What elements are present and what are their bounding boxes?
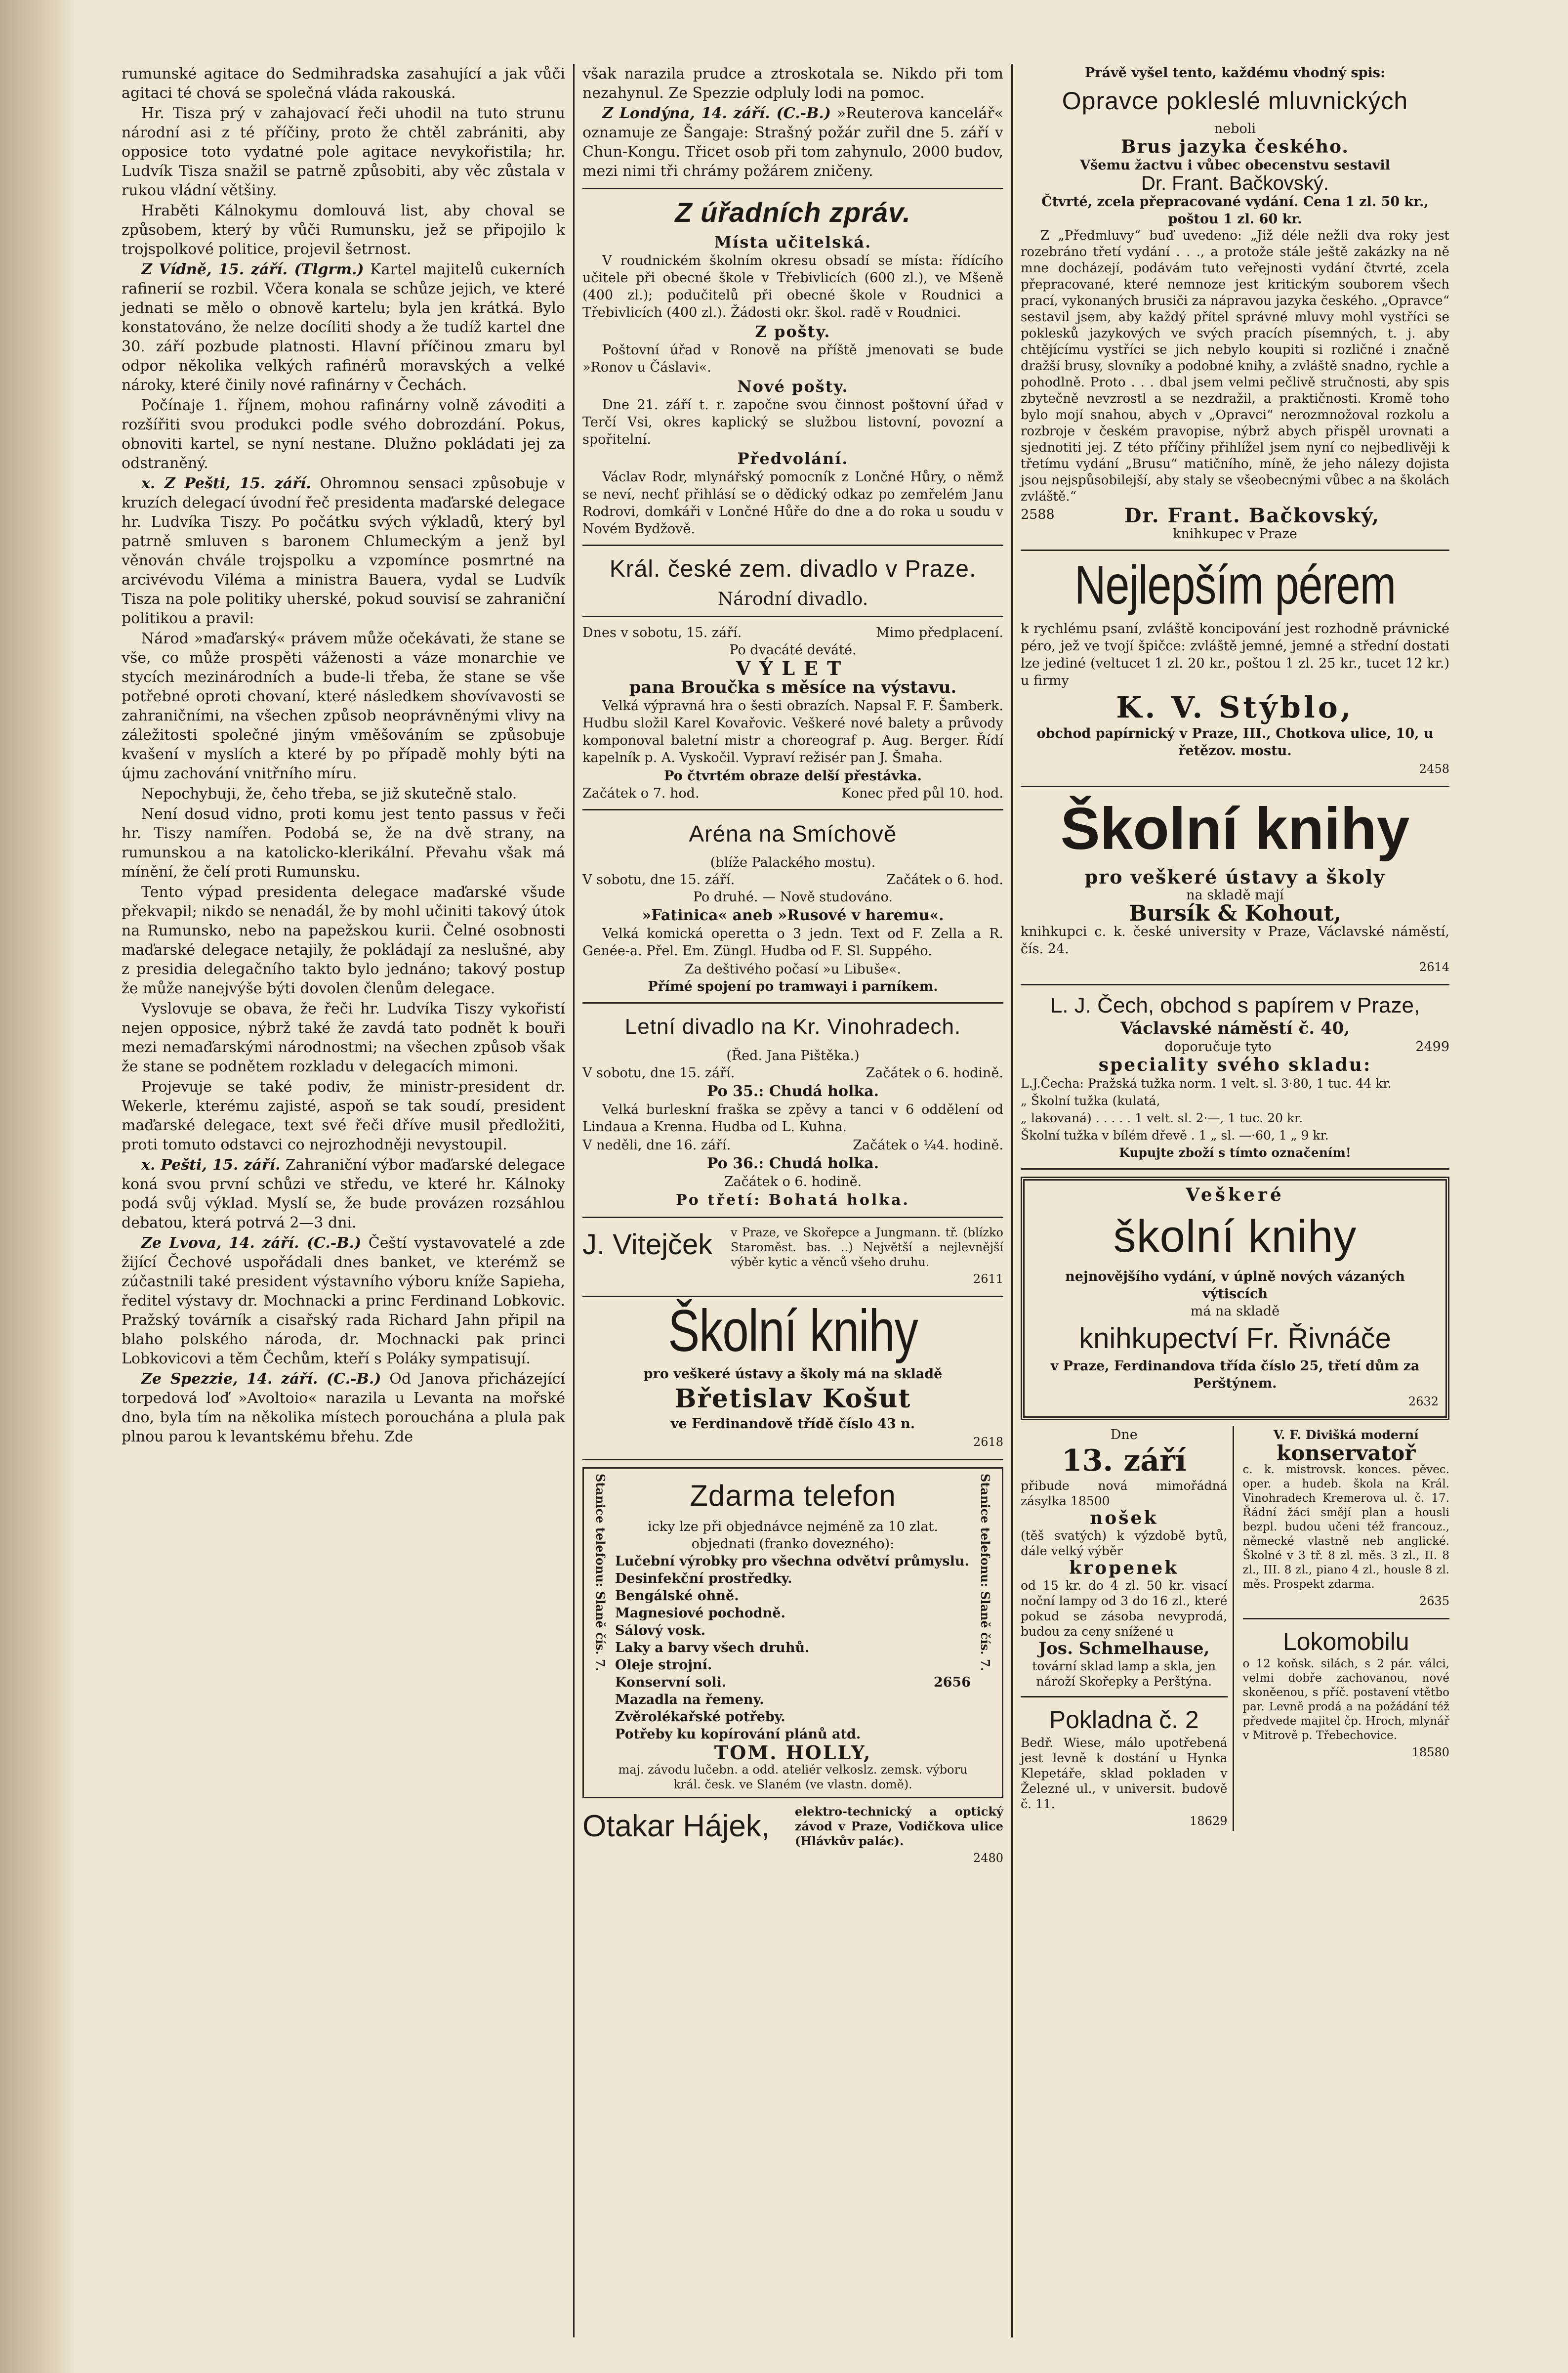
ad-side-label: Stanice telefonu: Slaně čís. 7. bbox=[978, 1474, 992, 1672]
summer-date-row bbox=[582, 1137, 1003, 1154]
arena-tram-note: Přímé spojení po tramwayi i parníkem. bbox=[648, 979, 938, 994]
arena-subtitle: (blíže Palackého mostu). bbox=[710, 855, 876, 870]
divider bbox=[1021, 786, 1449, 787]
ad-item: Lučební výrobky pro všechna odvětví průmyslu. bbox=[615, 1554, 969, 1569]
article-paragraph: Projevuje se také podiv, že ministr-president dr. Wekerle, kterému zajisté, aspoň se tak soudí, president maďarské delegace, text své řeči dříve musil předložiti, proti tomuto odstavci co nejrozhodněji nevystoupil. bbox=[122, 1078, 565, 1153]
article-text: Zahraniční výbor maďarské delegace koná svou první schůzi ve středu, ve které hr. Kálnoky podá svůj výklad. Myslí se, že bude provázen rozsáhlou debatou, která potrvá 2—3 dni. bbox=[122, 1156, 565, 1231]
ad-firm: Bursík & Kohout, bbox=[1128, 901, 1342, 926]
ad-title: Pokladna č. 2 bbox=[1049, 1706, 1199, 1734]
ad-text: (těš svatých) k výzdobě bytů, dále velký výběr bbox=[1021, 1528, 1228, 1558]
divider bbox=[582, 1217, 1003, 1218]
ad-number: 2588 bbox=[1021, 507, 1055, 522]
ad-number: 2614 bbox=[1419, 960, 1449, 974]
ad-title: konservatoř bbox=[1277, 1441, 1416, 1465]
ad-price: Čtvrté, zcela přepracované vydání. Cena 1 zl. 50 kr., poštou 1 zl. 60 kr. bbox=[1041, 194, 1429, 227]
column-ads-right bbox=[1013, 64, 1457, 2337]
article-paragraph: Hr. Tisza prý v zahajovací řeči uhodil na tuto strunu národní asi z té příčiny, proto že chtěl zabrániti, aby opposice toto vydatné pole agitace nevykořistila; hr. Ludvík Tisza snažil se patrně způsobiti, aby věc zůstala v rukou vládní většiny. bbox=[122, 105, 565, 199]
article-paragraph bbox=[122, 1233, 565, 1368]
article-paragraph: Národ »maďarský« právem může očekávati, že stane se vše, co může prospěti váženosti a váze monarchie ve stycích mezinárodních a bude-li třeba, že stane se vše potřebné oproti chovaní, které následkem shovívavosti se zahraničními, na všechen způsob neoprávněnými vlivy na záležitosti společné jiným vměšováním se způsobuje kvašení v myslích a které by po případě mohly býti na újmu zachování vnitřního míru. bbox=[122, 630, 565, 782]
summer-date: V neděli, dne 16. září. bbox=[582, 1138, 731, 1153]
ad-rivnac bbox=[1021, 1177, 1449, 1420]
theatre-date-row bbox=[582, 624, 1003, 641]
ad-pre: Veškeré bbox=[1186, 1185, 1284, 1205]
ad-rec-row bbox=[1021, 1038, 1449, 1056]
notice-text: Dne 21. září t. r. započne svou činnost poštovní úřad v Terčí Vsi, okres kaplický se službou listovní, povozní a spořitelní. bbox=[582, 397, 1003, 447]
divider bbox=[582, 1459, 1003, 1460]
ad-text: nejnovějšího vydání, v úplně nových vázaných výtiscích bbox=[1065, 1269, 1405, 1302]
ad-number: 2611 bbox=[973, 1272, 1003, 1286]
theatre-description: Velká výpravná hra o šesti obrazích. Napsal F. F. Šamberk. Hudbu složil Karel Kovařovic. Veškeré nové balety a průvody komponoval baletní mistr a choreograf p. Aug. Berger. Řídí kapelník p. A. Vyskočil. Vypraví režisér pan J. Šmaha. bbox=[582, 698, 1003, 765]
theatre-performance: Po dvacáté deváté. bbox=[729, 642, 857, 658]
theatre-date: Dnes v sobotu, 15. září. bbox=[582, 625, 742, 640]
divider bbox=[1021, 1168, 1449, 1170]
ad-item: Potřeby ku kopírování plánů atd. bbox=[615, 1727, 861, 1742]
ad-hajek bbox=[582, 1804, 1003, 1868]
ad-firm: Dr. Frant. Bačkovský, bbox=[1124, 504, 1380, 527]
divider bbox=[1021, 984, 1449, 985]
summer-start: Začátek o 6. hodině. bbox=[866, 1065, 1003, 1081]
ad-text: v Praze, ve Skořepce a Jungmann. tř. (blízko Staroměst. bas. ..) Největší a nejlevnější výběr kytic a věnců všeho druhu. bbox=[731, 1226, 1003, 1269]
ad-line: pro veškeré ústavy a školy má na skladě bbox=[643, 1366, 943, 1382]
ad-text: c. k. mistrovsk. konces. pěvec. oper. a hudeb. škola na Král. Vinohradech Kremerova ul. č. 17. Řádní žáci smějí plan a housli bezpl. budou učeni též francouz., německé vlastně neb anglické. Školné v 3 tř. 8 zl. měs. 3 zl., II. 8 zl., III. 8 zl., piano 4 zl., housle 8 zl. měs. Prospekt zdarma. bbox=[1242, 1463, 1449, 1591]
article-paragraph: však narazila prudce a ztroskotala se. Nikdo při tom nezahynul. Ze Spezzie odpluly lodi na pomoc. bbox=[582, 65, 1003, 102]
ad-address: knihkupci c. k. české university v Praze, Václavské náměstí, čís. 24. bbox=[1021, 924, 1449, 957]
ad-subtitle-2: Všemu žactvu i vůbec obecenstvu sestavil bbox=[1080, 158, 1390, 173]
summer-theatre-title: Letní divadlo na Kr. Vinohradech. bbox=[624, 1015, 961, 1039]
ad-number: 2499 bbox=[1415, 1039, 1449, 1055]
ad-number: 2618 bbox=[973, 1435, 1003, 1449]
ad-line: má na skladě bbox=[1190, 1304, 1280, 1319]
subsection-heading: Nové pošty. bbox=[737, 377, 849, 396]
article-paragraph: Tento výpad presidenta delegace maďarské všude překvapil; nikdo se nenadál, že by mohl učiniti takový útok na Rumunsko, nebo na papežskou kurii. Čelné osobnosti maďarské delegace netajily, že pokládají za neslušné, aby z presidia delegačního takto bylo jednáno; takový postup že může nanejvýše býti dovolen členům delegace. bbox=[122, 884, 565, 997]
ad-bottom-split bbox=[1021, 1426, 1449, 1831]
ad-item: Oleje strojní. bbox=[615, 1657, 712, 1673]
ad-body bbox=[731, 1225, 1003, 1289]
theatre-times bbox=[582, 785, 1003, 802]
column-news-middle bbox=[573, 64, 1013, 2337]
ad-address: ve Ferdinandově třídě číslo 43 n. bbox=[670, 1416, 915, 1432]
ad-bottom-right bbox=[1243, 1426, 1450, 1831]
ad-number: 18580 bbox=[1411, 1745, 1449, 1759]
ad-firm: TOM. HOLLY, bbox=[714, 1741, 872, 1764]
ad-firm: K. V. Stýblo, bbox=[1116, 690, 1354, 725]
page-binding-shadow bbox=[0, 0, 74, 2373]
ad-address: v Praze, Ferdinandova třída číslo 25, třetí dům za Perštýnem. bbox=[1050, 1358, 1420, 1391]
ad-item: kropenek bbox=[1069, 1558, 1179, 1578]
article-text: Kartel majitelů cukerních rafinerií se rozbil. Včera konala se schůze jejich, ve které jednati se mělo o obnově kartelu; byla jen krátká. Bylo konstatováno, že nelze docíliti shody a že tudíž kartel dne 30. září pozbude platnosti. Hlavní příčinou zmaru byl odpor několika velkých rafinérů moravských a velké nároky, které činily nové rafinárny v Čechách. bbox=[122, 261, 565, 394]
dateline: Z Londýna, 14. září. (C.-B.) bbox=[602, 105, 831, 122]
ad-line: „ lakovaná) . . . . . 1 velt. sl. 2·—, 1 tuc. 20 kr. bbox=[1021, 1111, 1303, 1125]
ad-item: Konservní soli. bbox=[615, 1675, 727, 1690]
ad-pre: Dne bbox=[1110, 1427, 1138, 1442]
summer-date: V sobotu, dne 15. září. bbox=[582, 1065, 735, 1081]
article-paragraph bbox=[582, 104, 1003, 181]
arena-performance: Po druhé. — Nově studováno. bbox=[693, 890, 893, 905]
notice-text: Poštovní úřad v Ronově na příště jmenovati se bude »Ronov u Čáslavi«. bbox=[582, 342, 1003, 375]
ad-line: L.J.Čecha: Pražská tužka norm. 1 velt. sl. 3·80, 1 tuc. 44 kr. bbox=[1021, 1076, 1392, 1091]
ad-telefon-body bbox=[615, 1474, 971, 1792]
summer-performance: Po třetí: Bohatá holka. bbox=[676, 1191, 910, 1209]
theatre-subtitle: Národní divadlo. bbox=[717, 589, 868, 609]
ad-author: Dr. Frant. Bačkovský. bbox=[1141, 172, 1329, 194]
article-paragraph bbox=[122, 1155, 565, 1232]
ad-title: L. J. Čech, obchod s papírem v Praze, bbox=[1050, 993, 1420, 1017]
divider bbox=[582, 545, 1003, 546]
article-text: »Reuterova kancelář« oznamuje ze Šangaje: Strašný požár zuřil dne 5. září v Chun-Kongu. Třicet osob při tom zahynulo, 2000 budov, mezi nimi tři chrámy požárem zničeny. bbox=[582, 105, 1003, 180]
ad-pre: V. F. Divišká moderní bbox=[1273, 1428, 1419, 1442]
ad-title: Zdarma telefon bbox=[690, 1479, 896, 1512]
summer-performance: Po 35.: Chudá holka. bbox=[706, 1083, 879, 1100]
ad-title: Školní knihy bbox=[668, 1298, 918, 1364]
ad-text: k rychlému psaní, zvláště koncipování jest rozhodně právnické péro, jež ve tvojí špičce: zvláště jemné, jemné a střední dostati lze jediné (veltucet 1 zl. 20 kr., poštou 1 zl. 25 kr., tucet 12 kr.) u firmy bbox=[1021, 621, 1449, 688]
subsection-heading: Předvolání. bbox=[737, 449, 849, 468]
article-paragraph bbox=[122, 260, 565, 395]
ad-line: Školní tužka v bílém dřevě . 1 „ sl. —·60, 1 „ 9 kr. bbox=[1021, 1128, 1329, 1143]
ad-body bbox=[795, 1804, 1003, 1868]
ad-text: od 15 kr. do 4 zl. 50 kr. visací noční lampy od 3 do 16 zl., které pokud se zásoba nevyprodá, budou za ceny snížené u bbox=[1021, 1578, 1228, 1639]
ad-telefon-inner bbox=[591, 1474, 995, 1792]
ad-intro: Právě vyšel tento, každému vhodný spis: bbox=[1085, 65, 1385, 81]
summer-performance: Po 36.: Chudá holka. bbox=[706, 1155, 879, 1172]
ad-firm: Jos. Schmelhause, bbox=[1038, 1639, 1210, 1658]
ad-item: Zvěrolékařské potřeby. bbox=[615, 1709, 785, 1725]
summer-start: Začátek o ¼4. hodině. bbox=[853, 1138, 1003, 1153]
dateline: x. Z Pešti, 15. září. bbox=[141, 475, 311, 492]
ad-subtitle: Brus jazyka českého. bbox=[1121, 136, 1349, 157]
ad-recommend: doporučuje tyto bbox=[1164, 1039, 1272, 1055]
summer-date-row bbox=[582, 1064, 1003, 1082]
ad-number: 2480 bbox=[973, 1851, 1003, 1865]
article-paragraph: Nepochybuji, že, čeho třeba, se již skutečně stalo. bbox=[141, 785, 517, 803]
ad-text: elektro-technický a optický závod v Praze, Vodičkova ulice (Hlávkův palác). bbox=[795, 1804, 1003, 1848]
ad-bottom-left bbox=[1021, 1426, 1234, 1831]
article-paragraph bbox=[122, 474, 565, 628]
columns bbox=[114, 64, 1509, 2337]
theatre-extra: Mimo předplacení. bbox=[876, 625, 1003, 640]
theatre-play: VÝLET bbox=[736, 657, 850, 679]
ad-number: 2632 bbox=[1408, 1395, 1439, 1408]
ad-name: J. Vitejček bbox=[582, 1229, 713, 1261]
ad-title: školní knihy bbox=[1113, 1211, 1357, 1262]
arena-date-row bbox=[582, 871, 1003, 889]
summer-start: Začátek o 6. hodině. bbox=[724, 1174, 862, 1189]
divider bbox=[582, 616, 1003, 617]
ad-title: Lokomobilu bbox=[1282, 1628, 1409, 1655]
notice-text: V roudnickém školním okresu obsadí se místa: řídícího učitele při obecné škole v Třebivlicích (600 zl.), ve Mšeně (400 zl.); podučitelů při obecné škole v Roudnici a Třebivlicích (400 zl.). Žádosti okr. škol. radě v Roudnici. bbox=[582, 253, 1003, 320]
ad-firm: Břetislav Košut bbox=[674, 1384, 911, 1414]
ad-vitejcek bbox=[582, 1225, 1003, 1289]
theatre-note: Po čtvrtém obraze delší přestávka. bbox=[664, 768, 922, 784]
ad-neboli: neboli bbox=[1214, 121, 1256, 136]
section-heading: Z úřadních zpráv. bbox=[675, 197, 911, 228]
divider bbox=[582, 188, 1003, 189]
divider bbox=[1021, 1696, 1228, 1697]
ad-address: Václavské náměstí č. 40, bbox=[1120, 1018, 1350, 1038]
theatre-title: Král. české zem. divadlo v Praze. bbox=[609, 556, 977, 582]
ad-firm-text: tovární sklad lamp a skla, jen nároží Skořepky a Perštýna. bbox=[1032, 1659, 1216, 1689]
subsection-heading: Místa učitelská. bbox=[714, 233, 872, 252]
ad-telefon bbox=[582, 1467, 1003, 1798]
ad-item: nošek bbox=[1090, 1508, 1158, 1528]
ad-line: Kupujte zboží s tímto označením! bbox=[1119, 1145, 1351, 1160]
dateline: x. Pešti, 15. září. bbox=[141, 1156, 281, 1174]
article-paragraph: rumunské agitace do Sedmihradska zasahující a jak vůči agitaci té chová se společná vláda rakouská. bbox=[122, 65, 565, 102]
article-text: Od Janova přicházející torpedová loď »Avoltoio« narazila u Levanta na mořské dno, byla tím na několika místech porouchána a plula pak plnou parou k levantskému břehu. Zde bbox=[122, 1370, 565, 1445]
divider bbox=[582, 809, 1003, 810]
divider bbox=[1243, 1618, 1450, 1619]
dateline: Z Vídně, 15. září. (Tlgrm.) bbox=[141, 261, 364, 278]
ad-text: přibude nová mimořádná zásylka 18500 bbox=[1021, 1479, 1228, 1508]
ad-item: Bengálské ohně. bbox=[615, 1588, 739, 1604]
arena-date: V sobotu, dne 15. září. bbox=[582, 872, 735, 888]
summer-theatre-director: (Řed. Jana Pištěka.) bbox=[726, 1048, 860, 1063]
ad-item-row bbox=[615, 1674, 971, 1691]
arena-start: Začátek o 6. hod. bbox=[886, 872, 1003, 888]
ad-title: Nejlepším pérem bbox=[1074, 554, 1396, 616]
article-paragraph: Počínaje 1. říjnem, mohou rafinárny volně závoditi a rozšířiti svou produkci podle svého dobrozdání. Pokus, obnoviti kartel, se nyní nestane. Dlužno pokládati jej za odstraněný. bbox=[122, 397, 565, 472]
ad-number: 2656 bbox=[933, 1675, 971, 1690]
end-time: Konec před půl 10. hod. bbox=[841, 786, 1003, 801]
ad-side-label: Stanice telefonu: Slaně čís. 7. bbox=[593, 1474, 608, 1672]
ad-number: 18629 bbox=[1190, 1814, 1228, 1828]
ad-item: Sálový vosk. bbox=[615, 1623, 706, 1638]
ad-address: obchod papírnický v Praze, III., Chotkova ulice, 10, u řetězov. mostu. bbox=[1036, 726, 1434, 759]
ad-number: 2458 bbox=[1419, 762, 1449, 776]
article-text: Ohromnou sensaci způsobuje v kruzích delegací úvodní řeč presidenta maďarské delegace hr. Ludvíka Tiszy. Po počátku svých výkladů, který byl patrně smluven s baronem Chlumeckým a jenž byl věnován chvále trojspolku a vzpomínce posmrtné na arcivévodu Viléma a ministra Bauera, vydal se Ludvík Tisza na pole politiky uherské, pokud souvisí se zahraniční politikou a pravil: bbox=[122, 475, 565, 627]
dateline: Ze Spezzie, 14. září. (C.-B.) bbox=[141, 1370, 381, 1388]
notice-text: Václav Rodr, mlynářský pomocník z Lončné Hůry, o němž se neví, nechť přihlásí se o dědický odkaz po zemřelém Janu Rodrovi, domkáři v Lončné Hůře do dne a do roka u soudu v Novém Bydžově. bbox=[582, 469, 1003, 537]
article-paragraph: Hraběti Kálnokymu domlouvá list, aby choval se způsobem, který by vůči Rumunsku, jež se připojilo k trojspolkové politice, projevil šetrnost. bbox=[122, 202, 565, 258]
ad-firm-text: maj. závodu lučebn. a odd. ateliér velkoslz. zemsk. výboru král. česk. ve Slaném (ve vlastn. domě). bbox=[618, 1763, 968, 1791]
ad-item: Laky a barvy všech druhů. bbox=[615, 1640, 810, 1655]
ad-intro: icky lze při objednávce nejméně za 10 zlat. objednati (franko dovezného): bbox=[648, 1519, 938, 1552]
ad-line: „ Školní tužka (kulatá, bbox=[1021, 1094, 1160, 1108]
ad-item: Magnesiové pochodně. bbox=[615, 1606, 785, 1621]
column-news-left bbox=[114, 64, 573, 2337]
article-paragraph: Není dosud vidno, proti komu jest tento passus v řeči hr. Tiszy namířen. Podobá se, že na dvě strany, na rumunskou a na katolicko-klerikální. Převahu však má mínění, že čelí proti Rumunsku. bbox=[122, 805, 565, 881]
ad-text: Z „Předmluvy“ buď uvedeno: „Již déle nežli dva roky jest rozebráno třetí vydání . . ., a protože stále ještě zakázky na ně mne docházejí, podávám tuto veřejnosti vydání čtvrté, zcela přepracované, které nemnoze jest kritickým souborem všech prací, vykonaných brusiči za nápravou jazyka českého. „Opravce“ sestavil jsem, aby každý přítel správné mluvy mohl vystříci se poklesků jazykových ve svých pracích písemných, t. j. aby chtějícímu vystříci se jich nebylo koupiti si rozličné i značně dražší brusy, slovníky a podobné knihy, a zvláště snadno, rychle a pohodlně. Proto . . . dbal jsem velmi pečlivě stručnosti, aby spis zbytečně nevzrostl a se nezdražil, a praktičnosti. Kromě toho bylo mojí snahou, abych v „Opravci“ nerozmnožoval rozkolu a rozbroje v českém pravopise, nýbrž abych přispěl urovnati a sjednotiti jej. Z této příčiny přihlížel jsem nyní co nejbedlivěji k třetímu vydání „Brusu“ matičního, míně, že jeho nálezy dojista jsou nejspůsobilejší, aby staly se všeobecnými vůbec a na školách zvláště.“ bbox=[1021, 228, 1449, 504]
ad-name: Otakar Hájek, bbox=[582, 1809, 770, 1843]
summer-description: Velká burleskní fraška se zpěvy a tanci v 6 oddělení od Lindaua a Krenna. Hudba od L. Kuhna. bbox=[582, 1102, 1003, 1135]
arena-play: »Fatinica« aneb »Rusové v haremu«. bbox=[642, 907, 944, 924]
ad-item: Desinfekční prostředky. bbox=[615, 1571, 792, 1586]
ad-line-2: na skladě mají bbox=[1186, 888, 1284, 903]
ad-firm-sub: knihkupec v Praze bbox=[1173, 526, 1297, 542]
theatre-play-sub: pana Broučka s měsíce na výstavu. bbox=[629, 678, 957, 697]
article-paragraph bbox=[122, 1369, 565, 1446]
article-text: Čeští vystavovatelé a zde žijící Čechové uspořádali dnes banket, ve kterémž se zúčastnili také president výstavního výboru kníže Sapieha, ředitel výstavy dr. Mochnacki a princ Ferdinand Lobkovic. Pražský továrník a cisařský rada Richard Jahn připil na blaho polského národa, dr. Mochnacki pak princi Lobkovicovi a těm Čechům, kteří s Poláky sympatisují. bbox=[122, 1234, 565, 1367]
article-paragraph: Vyslovuje se obava, že řeči hr. Ludvíka Tiszy vykořistí nejen opposice, nýbrž také že zavdá tato podnět k bouři mezi nemaďarskými národnostmi; na všechen způsob však že stane se podnětem rozkladu v delegacích mimoni. bbox=[122, 1000, 565, 1075]
ad-specialty: specialitу svého skladu: bbox=[1098, 1055, 1372, 1075]
subsection-heading: Z pošty. bbox=[755, 322, 831, 341]
ad-title: Školní knihy bbox=[1060, 796, 1410, 862]
ad-title: 13. září bbox=[1061, 1443, 1187, 1478]
ad-text: Bedř. Wiese, málo upotřebená jest levně k dostání u Hynka Klepetáře, sklad pokladen v Železné ul., v universit. budově č. 11. bbox=[1021, 1736, 1228, 1811]
divider bbox=[582, 1002, 1003, 1004]
ad-text: o 12 koňsk. silách, s 2 pár. válci, velmi dobře zachovanou, nové skoněenou, s příč. postavení vtětbo par. Levně prodá a na požádání též předvede majitel čp. Hroch, mlynář v Mitrově p. Třebechovice. bbox=[1242, 1657, 1449, 1742]
start-time: Začátek o 7. hod. bbox=[582, 786, 700, 801]
ad-line: pro veškeré ústavy a školy bbox=[1084, 866, 1386, 888]
ad-title: Opravce pokleslé mluvnických bbox=[1062, 87, 1408, 115]
ad-firm-row bbox=[1021, 506, 1449, 525]
ad-item: Mazadla na řemeny. bbox=[615, 1692, 764, 1707]
arena-title: Aréna na Smíchově bbox=[689, 821, 897, 847]
arena-rain-note: Za deštivého počasí »u Libuše«. bbox=[685, 962, 901, 977]
arena-description: Velká komická operetta o 3 jedn. Text od F. Zella a R. Genée-a. Přel. Em. Züngl. Hudba od F. Sl. Suppého. bbox=[582, 926, 1003, 959]
dateline: Ze Lvova, 14. září. (C.-B.) bbox=[141, 1234, 362, 1252]
ad-firm: knihkupectví Fr. Řivnáče bbox=[1079, 1322, 1391, 1355]
ad-number: 2635 bbox=[1419, 1594, 1449, 1608]
